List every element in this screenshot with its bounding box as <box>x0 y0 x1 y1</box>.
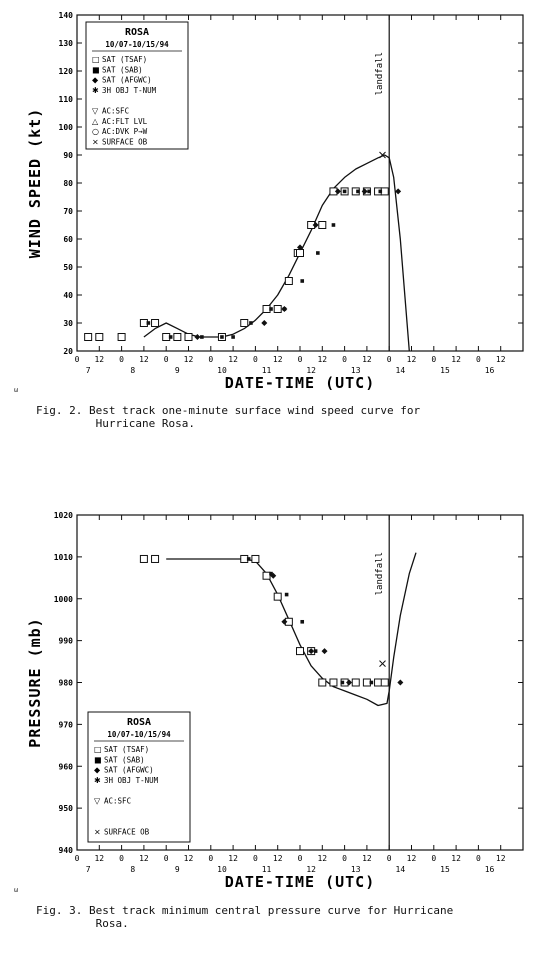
x-tick-hour-label: 0 <box>208 355 214 364</box>
x-tick-day-label: 13 <box>350 366 361 375</box>
point-sat-tsaf <box>375 679 382 686</box>
legend-symbol: △ <box>92 116 99 126</box>
x-tick-day-label: 16 <box>484 366 495 375</box>
x-tick-hour-label: 0 <box>74 854 80 863</box>
point-sat-afgwc <box>281 306 287 312</box>
point-sat-tsaf <box>152 555 159 562</box>
x-tick-hour-label: 12 <box>317 854 328 863</box>
legend <box>86 22 188 149</box>
legend <box>88 712 190 842</box>
legend-symbol: × <box>92 137 99 147</box>
x-tick-day-label: 15 <box>440 865 450 874</box>
legend-symbol: □ <box>92 55 100 64</box>
x-tick-hour-label: 0 <box>342 854 348 863</box>
legend-symbol: ◆ <box>94 765 101 775</box>
y-tick-label: 950 <box>58 804 73 814</box>
point-sat-sab <box>343 190 347 194</box>
point-sat-tsaf <box>174 334 181 341</box>
point-sat-tsaf <box>285 278 292 285</box>
legend-symbol: ■ <box>94 755 102 765</box>
x-tick-hour-label: 12 <box>272 355 283 364</box>
point-sat-sab <box>316 251 320 255</box>
point-sat-tsaf <box>297 250 304 257</box>
y-tick-label: 20 <box>63 347 73 356</box>
x-tick-hour-label: 12 <box>94 854 105 863</box>
x-tick-day-label: 10 <box>217 366 227 375</box>
x-tick-hour-label: 12 <box>183 355 194 364</box>
x-tick-hour-label: 0 <box>475 854 481 863</box>
point-sat-sab <box>220 335 224 339</box>
x-tick-hour-label: 12 <box>139 854 149 863</box>
point-sat-afgwc <box>322 648 328 654</box>
legend-label: SURFACE OB <box>104 827 150 837</box>
x-tick-hour-label: 12 <box>495 854 506 863</box>
x-tick-hour-label: 0 <box>208 854 214 863</box>
y-tick-label: 940 <box>58 846 73 855</box>
point-sat-tsaf <box>381 188 388 195</box>
legend-label: SAT (SAB) <box>104 755 145 765</box>
y-tick-label: 70 <box>63 207 73 216</box>
point-sat-sab <box>231 335 235 339</box>
point-sat-sab <box>285 593 289 597</box>
point-sat-sab <box>300 620 304 624</box>
x-tick-day-label: 9 <box>174 366 180 375</box>
x-tick-hour-label: 0 <box>386 854 392 863</box>
figure-caption-wind: Fig. 2. Best track one-minute surface wind speed curve for Hurricane Rosa. <box>36 404 421 430</box>
landfall-annotation: landfall <box>375 52 386 96</box>
point-sat-tsaf <box>252 555 259 562</box>
x-tick-day-label: 12 <box>306 865 316 874</box>
point-sat-tsaf <box>330 679 337 686</box>
y-tick-label: 990 <box>58 636 73 646</box>
x-tick-hour-label: 12 <box>228 854 238 863</box>
x-tick-hour-label: 12 <box>362 355 372 364</box>
landfall-annotation: landfall <box>375 552 386 596</box>
x-tick-hour-label: 12 <box>362 854 372 863</box>
x-tick-hour-label: 0 <box>163 355 169 364</box>
legend-symbol: ■ <box>92 65 100 75</box>
y-tick-label: 30 <box>63 319 73 328</box>
point-sat-sab <box>370 681 374 685</box>
y-tick-label: 1010 <box>53 552 73 562</box>
x-tick-hour-label: 12 <box>406 854 417 863</box>
point-sat-tsaf <box>163 334 170 341</box>
legend-label: SAT (AFGWC) <box>102 75 152 85</box>
x-tick-hour-label: 12 <box>139 355 149 364</box>
x-tick-hour-label: 0 <box>475 355 481 364</box>
point-sat-sab <box>169 335 173 339</box>
point-sat-tsaf <box>185 334 192 341</box>
y-tick-label: 140 <box>58 11 73 20</box>
x-tick-hour-label: 12 <box>183 854 194 863</box>
page-mark: ω <box>14 886 19 894</box>
point-sat-tsaf <box>96 334 103 341</box>
point-sat-sab <box>356 190 360 194</box>
legend-label: AC:SFC <box>102 106 130 116</box>
y-axis-label: PRESSURE (mb) <box>26 617 44 748</box>
x-tick-hour-label: 12 <box>406 355 417 364</box>
point-sat-sab <box>332 223 336 227</box>
legend-symbol: × <box>94 827 101 837</box>
x-tick-day-label: 7 <box>85 366 91 375</box>
y-tick-label: 1020 <box>53 511 73 520</box>
legend-symbol: ▽ <box>94 796 101 806</box>
legend-label: SURFACE OB <box>102 137 148 147</box>
point-sat-tsaf <box>363 679 370 686</box>
x-tick-day-label: 10 <box>217 865 227 874</box>
y-tick-label: 110 <box>58 95 73 104</box>
x-tick-hour-label: 0 <box>119 854 125 863</box>
x-tick-hour-label: 0 <box>297 355 303 364</box>
legend-label: SAT (TSAF) <box>104 745 150 754</box>
x-tick-day-label: 11 <box>261 865 272 874</box>
x-tick-day-label: 8 <box>130 865 136 874</box>
point-sat-tsaf <box>274 593 281 600</box>
point-sat-sab <box>314 649 318 653</box>
y-tick-label: 130 <box>58 39 73 48</box>
point-sat-tsaf <box>140 320 147 327</box>
legend-subtitle: 10/07-10/15/94 <box>107 730 171 739</box>
point-sat-tsaf <box>241 320 248 327</box>
point-sat-afgwc <box>397 680 403 686</box>
x-tick-hour-label: 0 <box>342 355 348 364</box>
point-sat-tsaf <box>263 306 270 313</box>
point-sat-sab <box>378 190 382 194</box>
x-tick-day-label: 15 <box>440 366 450 375</box>
legend-subtitle: 10/07-10/15/94 <box>105 40 169 49</box>
x-tick-day-label: 13 <box>350 865 361 874</box>
y-tick-label: 50 <box>63 263 73 272</box>
x-tick-hour-label: 0 <box>297 854 303 863</box>
x-tick-day-label: 12 <box>306 366 316 375</box>
legend-label: SAT (AFGWC) <box>104 765 154 775</box>
x-tick-hour-label: 0 <box>252 854 258 863</box>
legend-symbol: ▽ <box>92 106 99 116</box>
legend-label: SAT (SAB) <box>102 65 143 75</box>
point-sat-sab <box>367 190 371 194</box>
best-track-line <box>144 155 409 351</box>
x-tick-hour-label: 0 <box>431 355 437 364</box>
y-tick-label: 960 <box>58 762 73 772</box>
x-tick-hour-label: 12 <box>451 854 461 863</box>
point-sat-tsaf <box>381 679 388 686</box>
x-tick-hour-label: 0 <box>163 854 169 863</box>
point-sat-tsaf <box>152 320 159 327</box>
point-sat-sab <box>247 557 251 561</box>
point-sat-tsaf <box>241 555 248 562</box>
legend-label: 3H OBJ T-NUM <box>104 775 159 785</box>
x-tick-day-label: 9 <box>174 865 180 874</box>
point-sat-tsaf <box>274 306 281 313</box>
legend-symbol: ○ <box>92 127 99 137</box>
y-tick-label: 100 <box>58 123 73 132</box>
y-tick-label: 80 <box>63 179 73 188</box>
point-sat-tsaf <box>352 679 359 686</box>
x-tick-hour-label: 0 <box>431 854 437 863</box>
x-tick-day-label: 8 <box>130 366 136 375</box>
legend-symbol: □ <box>94 745 102 754</box>
y-tick-label: 120 <box>58 67 73 76</box>
point-sat-afgwc <box>194 334 200 340</box>
y-axis-label: WIND SPEED (kt) <box>26 107 44 259</box>
x-tick-hour-label: 12 <box>228 355 238 364</box>
figure-caption-pressure: Fig. 3. Best track minimum central pressure curve for Hurricane Rosa. <box>36 904 454 930</box>
point-sat-sab <box>341 681 345 685</box>
point-surface-ob <box>380 661 386 667</box>
point-sat-tsaf <box>85 334 92 341</box>
x-axis-label: DATE-TIME (UTC) <box>224 873 376 891</box>
y-tick-label: 60 <box>63 235 73 244</box>
point-sat-sab <box>147 321 151 325</box>
x-tick-day-label: 16 <box>484 865 495 874</box>
x-tick-day-label: 7 <box>85 865 91 874</box>
point-sat-tsaf <box>118 334 125 341</box>
y-tick-label: 1000 <box>53 594 73 604</box>
legend-title: ROSA <box>126 717 152 728</box>
x-tick-hour-label: 12 <box>317 355 328 364</box>
x-tick-hour-label: 0 <box>252 355 258 364</box>
point-sat-sab <box>249 321 253 325</box>
x-tick-hour-label: 12 <box>94 355 105 364</box>
point-sat-tsaf <box>319 679 326 686</box>
legend-title: ROSA <box>124 27 150 38</box>
y-tick-label: 970 <box>58 720 73 730</box>
x-tick-day-label: 11 <box>261 366 272 375</box>
x-tick-hour-label: 12 <box>451 355 461 364</box>
x-tick-day-label: 14 <box>395 865 406 874</box>
legend-label: AC:DVK P→W <box>102 127 148 137</box>
y-tick-label: 40 <box>63 291 73 300</box>
y-tick-label: 980 <box>58 678 73 688</box>
point-sat-sab <box>200 335 204 339</box>
y-tick-label: 90 <box>63 151 73 160</box>
x-tick-hour-label: 0 <box>119 355 125 364</box>
chart-pressure <box>26 511 523 891</box>
point-sat-sab <box>269 307 273 311</box>
legend-symbol: ◆ <box>92 75 99 85</box>
page-mark: ω <box>14 386 19 394</box>
x-tick-hour-label: 0 <box>74 355 80 364</box>
point-sat-afgwc <box>261 320 267 326</box>
x-tick-hour-label: 12 <box>495 355 506 364</box>
point-sat-tsaf <box>297 648 304 655</box>
x-tick-day-label: 14 <box>395 366 406 375</box>
legend-symbol: ✱ <box>92 85 99 95</box>
x-tick-hour-label: 12 <box>272 854 283 863</box>
legend-label: AC:SFC <box>104 796 132 806</box>
point-sat-tsaf <box>263 572 270 579</box>
x-tick-hour-label: 0 <box>386 355 392 364</box>
point-sat-tsaf <box>140 555 147 562</box>
chart-wind-speed <box>26 11 523 392</box>
legend-label: 3H OBJ T-NUM <box>102 85 157 95</box>
point-sat-sab <box>300 279 304 283</box>
x-axis-label: DATE-TIME (UTC) <box>224 374 376 392</box>
legend-symbol: ✱ <box>94 775 101 785</box>
point-sat-tsaf <box>319 222 326 229</box>
legend-label: SAT (TSAF) <box>102 55 148 64</box>
legend-label: AC:FLT LVL <box>102 116 148 126</box>
